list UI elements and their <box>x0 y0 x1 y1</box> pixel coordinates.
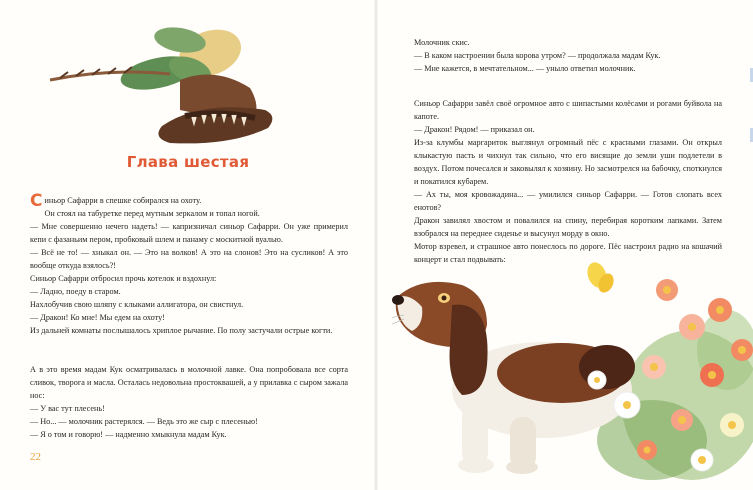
paragraph: Синьор Сафарри завёл своё огромное авто с шипастыми колёсами и рогами буйвола на капоте. <box>414 99 722 121</box>
paragraph: — Всё не то! — хныкал он. — Это на волков! А это на слонов! Это на сусликов! А это вообще откуда взялось?! <box>30 248 348 270</box>
paragraph: А в это время мадам Кук осматривалась в молочной лавке. Она попробовала все сорта сливок, творога и масла. Осталась недовольна простоквашей, а у прилавка с сыром зажала нос: <box>30 365 348 400</box>
right-text-block-2 <box>414 97 722 266</box>
page-number: 22 <box>30 451 41 463</box>
paragraph: — Мне кажется, в мечтательном... — уныло ответил молочник. <box>414 64 636 73</box>
paragraph: — В каком настроении была корова утром? — продолжала мадам Кук. <box>414 51 661 60</box>
dog-and-flowers-illustration <box>392 255 753 485</box>
paragraph: — Я о том и говорю! — надменно хмыкнула мадам Кук. <box>30 430 227 439</box>
paragraph: — Дракон! Рядом! — приказал он. <box>414 125 535 134</box>
paragraph: Молочник скис. <box>414 38 470 47</box>
right-text-block-1 <box>414 36 722 75</box>
first-paragraph: Синьор Сафарри в спешке собирался на охоту. <box>30 191 202 211</box>
paragraph: Из дальней комнаты послышалось хриплое рычание. По полу застучали острые когти. <box>30 326 333 335</box>
paragraph: Он стоял на табуретке перед мутным зеркалом и топал ногой. <box>44 209 260 218</box>
paragraph: Дракон завилял хвостом и повалился на спину, перебирая коротким лапками. Затем взобрался на переднее сиденье и высунул морду в окно. <box>414 216 722 238</box>
right-page <box>377 0 753 490</box>
dog-leg <box>462 405 488 465</box>
paragraph: — Но... — молочник растерялся. — Ведь это же сыр с плесенью! <box>30 417 258 426</box>
left-page <box>0 0 376 490</box>
butterfly-icon <box>584 260 616 295</box>
paragraph: — У вас тут плесень! <box>30 404 105 413</box>
left-text-block-1 <box>30 191 348 337</box>
paragraph: Нахлобучив свою шляпу с клыками аллигатора, он свистнул. <box>30 300 244 309</box>
paragraph: — Мне совершенно нечего надеть! — капризничал синьор Сафарри. Он уже примерил кепи с фазаньим пером, пробковый шлем и панаму с москитной вуалью. <box>30 222 348 244</box>
paragraph: Синьор Сафарри отбросил прочь котелок и вздохнул: <box>30 274 217 283</box>
paragraph: — Ладно, поеду в старом. <box>30 287 121 296</box>
chapter-title: Глава шестая <box>126 153 250 171</box>
paragraph: — Ах ты, моя кровожадина... — умилился синьор Сафарри. — Готов слопать всех енотов? <box>414 190 722 212</box>
dog-nose <box>392 295 404 305</box>
hat-illustration <box>40 18 280 153</box>
left-text-block-2 <box>30 363 348 441</box>
drop-cap: С <box>30 191 43 211</box>
paragraph: Из-за клумбы маргариток выглянул огромный пёс с красными глазами. Он открыл клыкастую пасть и чихнул так сильно, что его висящие до земли уши подлетели в воздух. Потом почесался и заковылял к хозяину. Но засмотрелся на бабочку, споткнулся и покатился кубарем. <box>414 138 722 186</box>
paragraph: — Дракон! Ко мне! Мы едем на охоту! <box>30 313 165 322</box>
paragraph: Мотор взревел, и страшное авто понеслось по дороге. Пёс настроил радио на кошачий концерт и стал подвывать: <box>414 242 722 264</box>
